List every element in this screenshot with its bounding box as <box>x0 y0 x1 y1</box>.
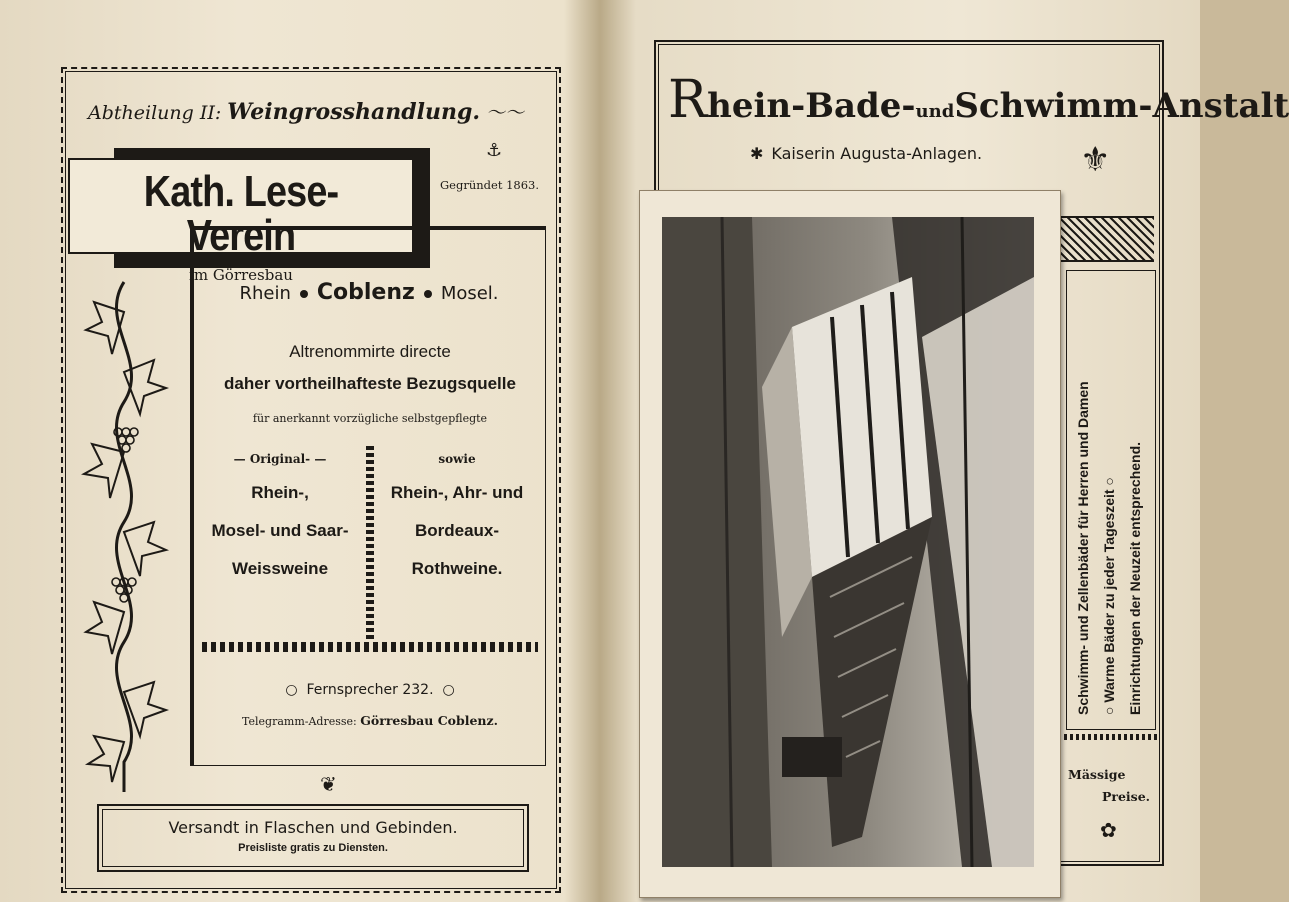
dotted-band <box>1064 734 1158 740</box>
department-label: Abtheilung II: <box>88 102 222 124</box>
vertical-line-1: Schwimm- und Zellenbäder für Herren und Damen <box>1075 381 1091 715</box>
circle-icon: ○ <box>442 682 455 698</box>
fleur-de-lis-icon: ⚜ <box>1080 140 1111 180</box>
column-divider <box>366 446 374 642</box>
bath-subtitle <box>750 144 990 164</box>
prices-line-1: Mässige <box>1068 767 1126 782</box>
telegram-label: Telegramm-Adresse: <box>242 715 357 728</box>
title-part-a: hein-Bade- <box>707 86 916 126</box>
circle-icon: ○ <box>285 682 298 698</box>
column-line: Rhein-, <box>251 483 309 502</box>
footer-line-2: Preisliste gratis zu Diensten. <box>238 842 388 854</box>
photo-illustration <box>662 217 1034 867</box>
title-initial: R <box>668 70 708 130</box>
column-head: — Original- — <box>233 452 327 466</box>
place-line <box>204 280 534 305</box>
department-name: Weingrosshandlung. <box>227 99 480 125</box>
phone-line <box>200 682 540 698</box>
department-heading <box>88 98 524 125</box>
text-line-3: für anerkannt vorzügliche selbstgepflegte <box>252 412 488 425</box>
text-line-2: daher vortheilhafteste Bezugsquelle <box>224 374 516 393</box>
column-line: Bordeaux- <box>414 521 500 540</box>
star-ornament-icon: ✿ <box>1100 818 1117 842</box>
place-center: Coblenz <box>316 280 415 305</box>
ad-subtitle: im Görresbau <box>189 266 293 284</box>
column-head: sowie <box>438 452 476 466</box>
vertical-text <box>1070 265 1154 715</box>
column-line: Mosel- und Saar- <box>211 521 349 540</box>
prices-line-2: Preise. <box>1101 789 1150 804</box>
anchor-icon: ⚓ <box>486 140 503 161</box>
text-line-1: Altrenommirte directe <box>289 342 451 361</box>
grapevine-ornament <box>78 282 170 792</box>
footer-box <box>97 804 529 872</box>
photo-card <box>639 190 1061 898</box>
bath-title <box>668 70 1289 130</box>
hatched-band <box>1058 216 1154 262</box>
wine-column-left <box>196 452 364 588</box>
wine-column-right <box>376 452 538 588</box>
founded-note: Gegründet 1863. <box>440 178 540 192</box>
prices-note <box>1068 764 1158 808</box>
bath-subtitle-text: Kaiserin Augusta-Anlagen. <box>771 144 983 163</box>
title-und: und <box>915 101 955 122</box>
asterisk-icon: ✱ <box>750 144 764 163</box>
telegram-address: Görresbau Coblenz. <box>360 713 498 728</box>
dot-icon <box>300 290 308 298</box>
telegram-line <box>200 713 540 728</box>
footer-line-1: Versandt in Flaschen und Gebinden. <box>168 818 458 837</box>
place-right: Mosel. <box>440 283 499 304</box>
vertical-line-2: ○ Warme Bäder zu jeder Tageszeit ○ <box>1101 477 1117 715</box>
column-line: Rhein-, Ahr- und <box>390 483 524 502</box>
dash-flourish: 〜〜 <box>486 102 525 124</box>
place-left: Rhein <box>239 283 291 304</box>
column-line: Rothweine. <box>411 559 503 578</box>
title-part-b: Schwimm-Anstalt <box>954 86 1289 126</box>
butterfly-ornament-icon: ❦ <box>320 772 337 796</box>
column-line: Weissweine <box>231 559 329 578</box>
vertical-line-3: Einrichtungen der Neuzeit entsprechend. <box>1127 441 1143 715</box>
chevron-border <box>202 642 538 652</box>
dot-icon <box>424 290 432 298</box>
ad-title: Kath. Lese-Verein <box>143 167 339 260</box>
bath-house-photo <box>662 217 1034 867</box>
phone-number: Fernsprecher 232. <box>306 682 434 698</box>
